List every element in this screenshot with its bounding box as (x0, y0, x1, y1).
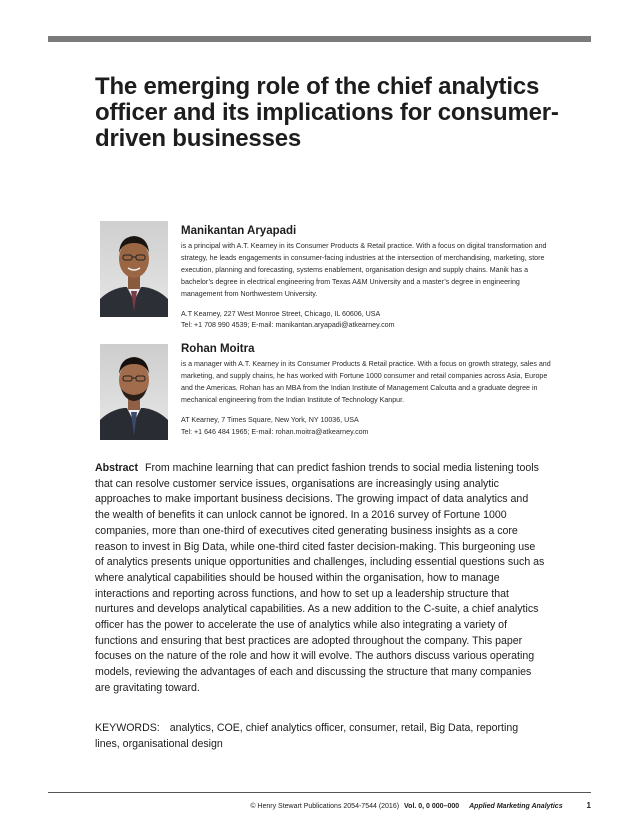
article-title: The emerging role of the chief analytics officer and its implications for consumer-driven businesses (95, 73, 559, 152)
keywords (95, 721, 545, 752)
keywords-label: KEYWORDS: (95, 722, 160, 734)
author-bio: is a principal with A.T. Kearney in its Consumer Products & Retail practice. With a focus on digital transformation and strategy, he leads engagements in consumer-facing industries at the intersection of merchandising, marketing, store execution, planning and forecasting, systems enablement, organisation design and supply chains. Manik has a bachelor’s degree in electrical engineering from Texas A&M University and a master’s degree in engineering management from Northwestern University. (181, 242, 547, 298)
footer-rule (48, 792, 591, 793)
abstract-label: Abstract (95, 462, 138, 474)
author-name: Manikantan Aryapadi (181, 225, 297, 237)
author-block-aryapadi (181, 224, 551, 332)
author-photo-aryapadi (100, 221, 168, 317)
author-address (181, 309, 551, 333)
author-address-line: AT Kearney, 7 Times Square, New York, NY 10036, USA (181, 415, 359, 424)
footer-journal: Applied Marketing Analytics (469, 803, 563, 810)
author-contact-line: Tel: +1 708 990 4539; E-mail: manikantan.aryapadi@atkearney.com (181, 321, 395, 330)
author-name: Rohan Moitra (181, 343, 255, 355)
abstract (95, 461, 545, 697)
page-number: 1 (586, 801, 591, 810)
footer-publisher: © Henry Stewart Publications 2054-7544 (2016) (250, 803, 400, 810)
top-rule (48, 36, 591, 42)
page-footer (48, 800, 591, 812)
author-bio: is a manager with A.T. Kearney in its Consumer Products & Retail practice. With a focus on growth strategy, sales and marketing, and supply chains, he has worked with Fortune 1000 consumer and retail companies across Asia, Europe and the Americas. Rohan has an MBA from the Indian Institute of Management Calcutta and a graduate degree in mechanical engineering from the Indian Institute of Technology Kanpur. (181, 360, 551, 404)
author-contact-line: Tel: +1 646 484 1965; E-mail: rohan.moitra@atkearney.com (181, 427, 369, 436)
author-block-moitra (181, 342, 551, 438)
author-address-line: A.T Kearney, 227 West Monroe Street, Chicago, IL 60606, USA (181, 309, 381, 318)
keywords-text: analytics, COE, chief analytics officer, consumer, retail, Big Data, reporting lines, organisational design (95, 722, 519, 750)
footer-volume: Vol. 0, 0 000–000 (404, 803, 460, 810)
author-address (181, 415, 551, 439)
abstract-text: From machine learning that can predict fashion trends to social media listening tools that can resolve customer service issues, organisations are increasingly using analytic approaches to make important business decisions. The growing impact of data analytics and the wealth of benefits it can unlock cannot be ignored. In a 2016 survey of Fortune 1000 companies, more than one-third of executives cited generating business insights as a core reason to invest in Big Data, while one-third cited faster decision-making. This burgeoning use of analytics presents unique opportunities and challenges, including essential questions such as where analytical capabilities should be housed within the organisation, how to manage interactions and reporting across functions, and how to set up a leadership structure that nurtures and develops analytical capabilities. As a new addition to the C-suite, a chief analytics officer has the power to accelerate the use of analytics while also integrating a variety of functions and ensuring that best practices are adopted throughout the company. This paper focuses on the nature of the role and how it will evolve. The authors discuss various operating models, reviewing the advantages of each and discussing the structure that many companies are gravitating toward. (95, 462, 545, 694)
author-photo-moitra (100, 344, 168, 440)
